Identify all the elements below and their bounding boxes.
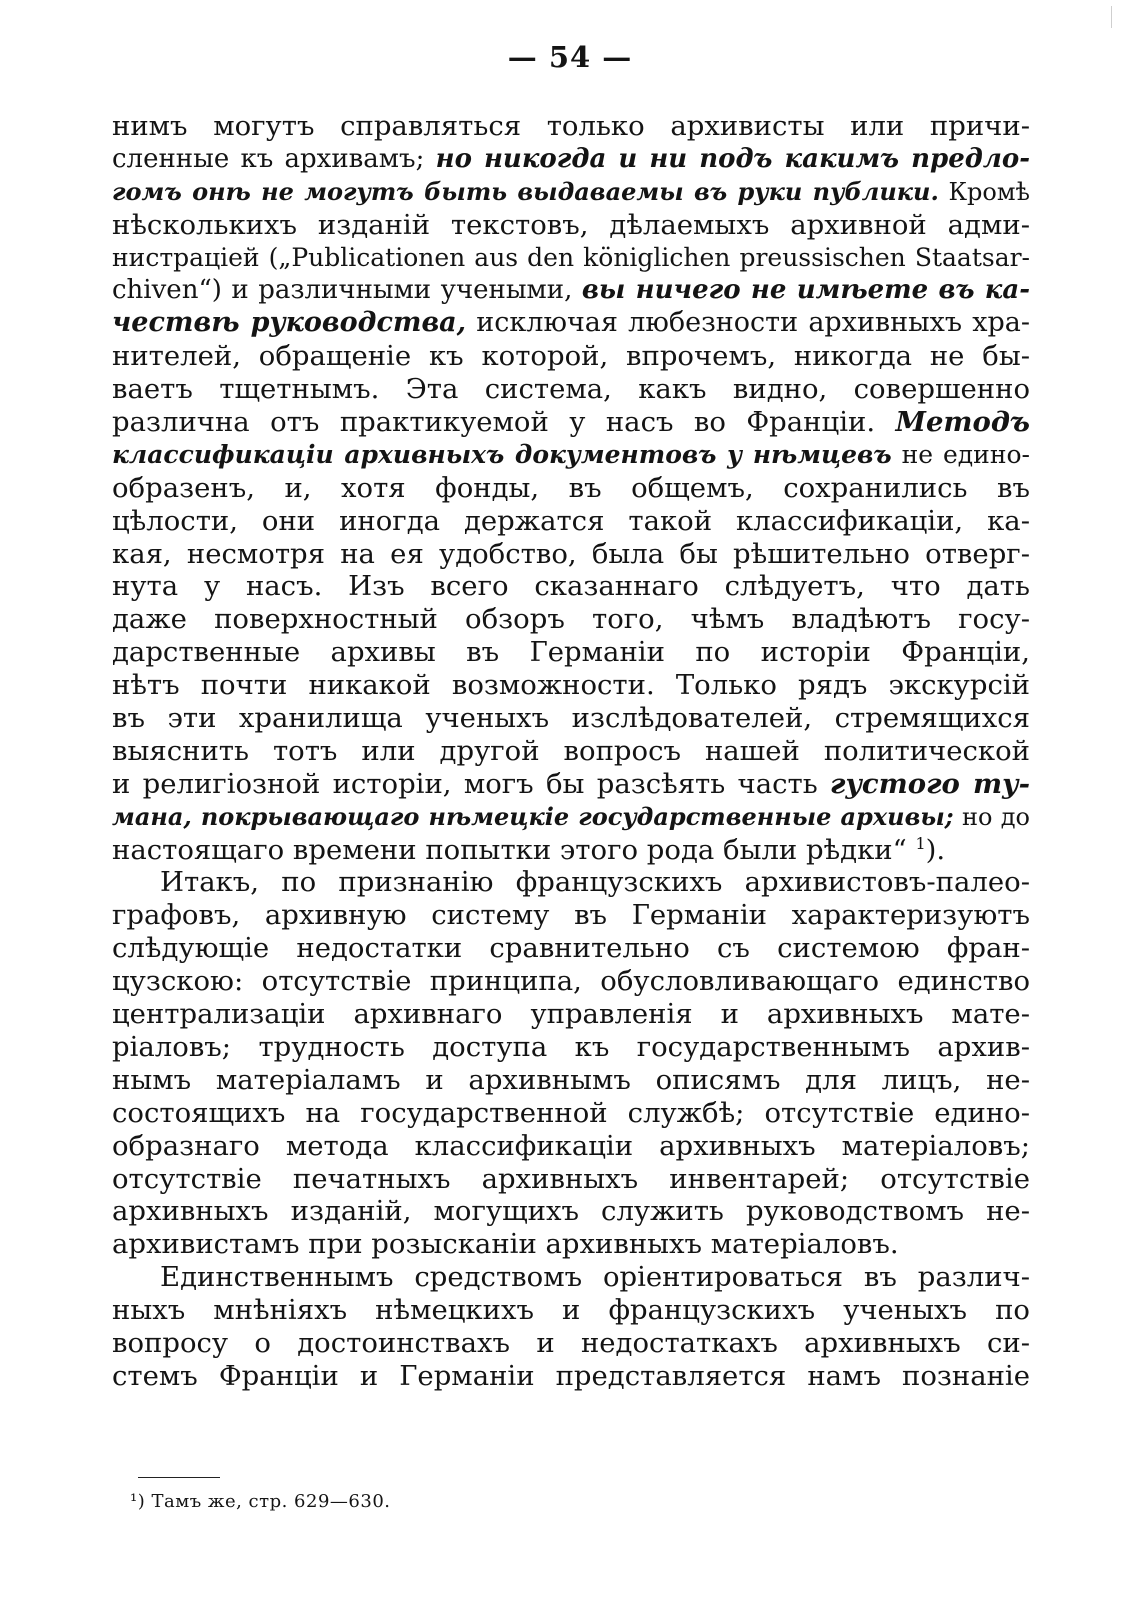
text-line [112, 373, 1030, 406]
text-line [112, 899, 1030, 932]
text-line [112, 439, 1030, 472]
line-text: состоящихъ на государственной службѣ; отсутствіе едино- [112, 1096, 1030, 1129]
line-text: настоящаго времени попытки этого рода были рѣдки“ [112, 833, 916, 866]
line-text: сленные къ архивамъ; [112, 143, 436, 174]
line-text: даже поверхностный обзоръ того, чѣмъ владѣютъ госу- [112, 603, 1030, 636]
text-line [112, 176, 1030, 209]
text-line [112, 1097, 1030, 1130]
line-text: кая, несмотря на ея удобство, была бы рѣшительно отверг- [112, 537, 1030, 570]
line-text: нымъ матеріаламъ и архивнымъ описямъ для лицъ, не- [112, 1063, 1030, 1096]
text-line [112, 768, 1030, 801]
text-line [112, 636, 1030, 669]
line-text: ). [925, 833, 946, 866]
text-line [112, 242, 1030, 275]
emphasis-text: чествѣ руководства, [112, 307, 467, 339]
text-line [112, 1064, 1030, 1097]
footnote-text: Тамъ же, стр. 629—630. [151, 1491, 391, 1512]
line-text: въ эти хранилища ученыхъ изслѣдователей, стремящихся [112, 702, 1030, 735]
line-text: архивистамъ при розысканіи архивныхъ матеріаловъ. [112, 1228, 899, 1261]
line-text: графовъ, архивную систему въ Германіи характеризуютъ [112, 899, 1030, 932]
line-text: нѣтъ почти никакой возможности. Только рядъ экскурсій [112, 669, 1030, 702]
line-text: вопросу о достоинствахъ и недостаткахъ архивныхъ си- [112, 1326, 1030, 1359]
text-line [112, 801, 1030, 834]
text-line [112, 143, 1030, 176]
main-text [112, 110, 1030, 1393]
line-text: образенъ, и, хотя фонды, въ общемъ, сохранились въ [112, 471, 1030, 504]
line-text: не едино- [891, 439, 1030, 469]
line-text: цузскою: отсутствіе принципа, обусловливающаго единство [112, 965, 1030, 998]
emphasis-text: Методъ [895, 406, 1030, 439]
line-text: нистраціей („Publicationen aus den königlichen preussischen Staatsar- [112, 242, 1030, 272]
text-line [112, 603, 1030, 636]
line-text: Единственнымъ средствомъ оріентироваться въ различ- [160, 1261, 1030, 1294]
text-line [112, 110, 1030, 143]
text-line [112, 340, 1030, 373]
footnote-marker: ¹) [130, 1491, 146, 1512]
text-line [112, 669, 1030, 702]
text-line [112, 274, 1030, 307]
text-line [112, 1327, 1030, 1360]
line-text: архивныхъ изданій, могущихъ служить руководствомъ не- [112, 1195, 1030, 1228]
page-number: — 54 — [507, 40, 633, 74]
text-line [112, 209, 1030, 242]
line-text: нителей, обращеніе къ которой, впрочемъ, никогда не бы- [112, 340, 1030, 373]
line-text: ваетъ тщетнымъ. Эта система, какъ видно, совершенно [112, 373, 1030, 406]
line-text: цѣлости, они иногда держатся такой классификаціи, ка- [112, 504, 1030, 537]
text-line [112, 1261, 1030, 1294]
text-line [112, 1163, 1030, 1196]
text-line [112, 702, 1030, 735]
emphasis-text: мана, покрывающаго нѣмецкіе государственные архивы; [112, 801, 954, 831]
text-line [112, 1195, 1030, 1228]
text-line [112, 1228, 1030, 1261]
line-text: ныхъ мнѣніяхъ нѣмецкихъ и французскихъ ученыхъ по [112, 1294, 1030, 1327]
text-line [112, 1360, 1030, 1393]
emphasis-text: классификаціи архивныхъ документовъ у нѣмцевъ [112, 439, 892, 469]
text-line [112, 1031, 1030, 1064]
line-text: но до [953, 802, 1030, 831]
text-line [112, 307, 1030, 340]
emphasis-text: но никогда и ни подъ какимъ предло- [435, 143, 1030, 174]
text-line [112, 932, 1030, 965]
line-text: нѣсколькихъ изданій текстовъ, дѣлаемыхъ архивной адми- [112, 208, 1030, 241]
line-text: Кромѣ [938, 177, 1030, 206]
line-text: отсутствіе печатныхъ архивныхъ инвентарей; отсутствіе [112, 1162, 1030, 1195]
text-line [112, 735, 1030, 768]
line-text: образнаго метода классификаціи архивныхъ матеріаловъ; [112, 1129, 1030, 1162]
text-line [112, 1294, 1030, 1327]
line-text: стемъ Франціи и Германіи представляется намъ познаніе [112, 1359, 1030, 1392]
text-line [112, 834, 1030, 867]
line-text: ріаловъ; трудность доступа къ государственнымъ архив- [112, 1030, 1030, 1063]
line-text: chiven“) и различными учеными, [112, 275, 582, 306]
line-text: слѣдующіе недостатки сравнительно съ системою фран- [112, 932, 1030, 965]
text-line [112, 538, 1030, 571]
line-text: и религіозной исторіи, могъ бы разсѣять часть [112, 767, 830, 800]
line-text: различна отъ практикуемой у насъ во Франціи. [112, 406, 896, 439]
text-line [112, 406, 1030, 439]
footnote-divider [138, 1477, 220, 1478]
emphasis-text: вы ничего не имѣете въ ка- [581, 275, 1030, 306]
line-text: исключая любезности архивныхъ хра- [466, 307, 1030, 339]
text-line [112, 866, 1030, 899]
line-text: Итакъ, по признанію французскихъ архивистовъ-палео- [160, 866, 1030, 899]
emphasis-text: густого ту- [829, 767, 1030, 800]
line-text: выяснить тотъ или другой вопросъ нашей политической [112, 734, 1030, 767]
emphasis-text: гомъ онѣ не могутъ быть выдаваемы въ руки публики. [112, 176, 939, 206]
scan-edge-mark [1111, 6, 1112, 28]
footnote [130, 1491, 391, 1512]
text-line [112, 570, 1030, 603]
line-text: нимъ могутъ справляться только архивисты или причи- [112, 110, 1030, 142]
text-line [112, 472, 1030, 505]
text-line [112, 998, 1030, 1031]
line-text: централизаціи архивнаго управленія и архивныхъ мате- [112, 998, 1030, 1031]
line-text: дарственные архивы въ Германіи по исторіи Франціи, [112, 636, 1030, 669]
line-text: нута у насъ. Изъ всего сказаннаго слѣдуетъ, что дать [112, 570, 1030, 603]
text-line [112, 1130, 1030, 1163]
text-line [112, 505, 1030, 538]
footnote-reference: 1 [915, 833, 926, 853]
text-line [112, 965, 1030, 998]
